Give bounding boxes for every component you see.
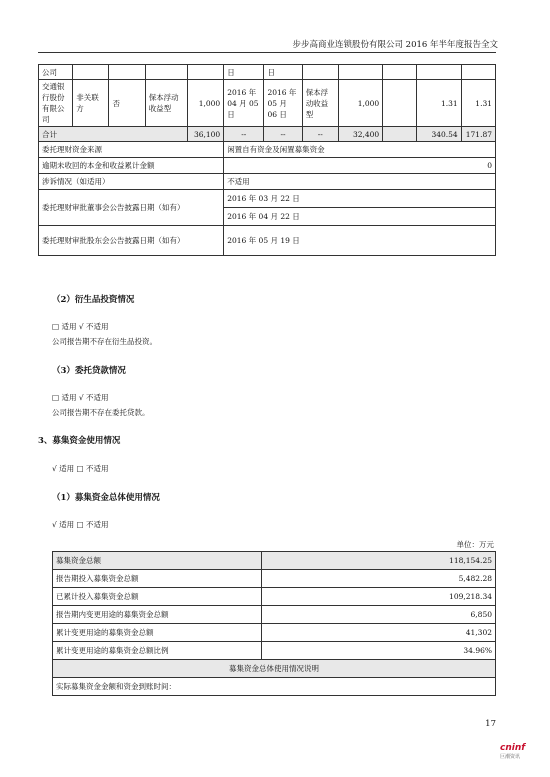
table-cell: 1,000 [187,80,223,127]
table-cell: 委托理财审批董事会公告披露日期（如有） [39,190,224,226]
table-cell: 公司 [39,65,73,80]
table-cell [383,65,417,80]
section-title-loans: （3）委托贷款情况 [52,366,126,376]
table-row [39,142,496,158]
table-cell [383,127,417,142]
table-cell: 否 [109,80,145,127]
table-cell: 募集资金总额 [53,552,262,570]
table-cell: 2016 年 05 月 19 日 [224,226,496,256]
table-cell [187,65,223,80]
table-cell: 6,850 [262,606,496,624]
table-cell: 累计变更用途的募集资金总额比例 [53,642,262,660]
table-cell: -- [224,127,264,142]
table-cell: 32,400 [338,127,382,142]
header-rule [38,52,496,53]
table-cell: 不适用 [224,174,496,190]
table-row [53,606,496,624]
section-title-funds: 3、募集资金使用情况 [38,436,121,446]
table-cell: 日 [224,65,264,80]
table-cell: 118,154.25 [262,552,496,570]
logo-text: cninf [500,743,526,753]
table-cell: 保本浮动收益型 [302,80,338,127]
table-cell: 0 [224,158,496,174]
applicability-choice: □ 适用 √ 不适用 [52,393,109,402]
table-cell: 委托理财资金来源 [39,142,224,158]
section-text: 公司报告期不存在衍生品投资。 [52,337,157,346]
table-cell: 340.54 [417,127,461,142]
table-row [39,65,496,80]
table-cell: 委托理财审批股东会公告披露日期（如有） [39,226,224,256]
table-cell: -- [302,127,338,142]
table-cell: 2016 年 03 月 22 日 [224,190,496,208]
table-row [53,642,496,660]
table-cell: 36,100 [187,127,223,142]
table-cell: 报告期内变更用途的募集资金总额 [53,606,262,624]
table-cell: -- [264,127,302,142]
table-cell [338,65,382,80]
table-cell: 交通银行股份有限公司 [39,80,73,127]
table-cell: 逾期未收回的本金和收益累计金额 [39,158,224,174]
table-row-header [53,660,496,678]
applicability-choice: √ 适用 □ 不适用 [52,464,109,473]
page-number: 17 [485,719,496,729]
applicability-choice: √ 适用 □ 不适用 [52,520,109,529]
table-cell [461,65,495,80]
table-cell: 闲置自有资金及闲置募集资金 [224,142,496,158]
table-cell: 累计变更用途的募集资金总额 [53,624,262,642]
table-cell [383,80,417,127]
cninfo-logo [500,743,534,763]
table-cell: 34.96% [262,642,496,660]
table-cell: 1,000 [338,80,382,127]
table-cell [109,65,145,80]
table-cell: 涉诉情况（如适用） [39,174,224,190]
table-row [53,678,496,696]
table-cell: 非关联方 [73,80,109,127]
raised-funds-table [52,551,496,696]
table-cell [302,65,338,80]
table-row [53,588,496,606]
table-row-total [39,127,496,142]
table-row [39,174,496,190]
section-title-derivatives: （2）衍生品投资情况 [52,295,135,305]
table-cell: 5,482.28 [262,570,496,588]
table-cell: 合计 [39,127,188,142]
table-cell [73,65,109,80]
table-row [39,226,496,256]
table-cell [145,65,187,80]
table-cell: 109,218.34 [262,588,496,606]
table-cell: 募集资金总体使用情况说明 [53,660,496,678]
table-cell: 1.31 [417,80,461,127]
section-title-overall: （1）募集资金总体使用情况 [52,493,160,503]
table-cell: 2016 年 04 月 22 日 [224,208,496,226]
table-cell: 已累计投入募集资金总额 [53,588,262,606]
table-cell: 171.87 [461,127,495,142]
table-cell [417,65,461,80]
table-cell: 实际募集资金金额和资金到账时间： [53,678,496,696]
unit-label: 单位：万元 [456,540,494,549]
table-cell: 1.31 [461,80,495,127]
table-row [53,624,496,642]
table-cell: 保本浮动收益型 [145,80,187,127]
table-cell: 2016 年 05 月 06 日 [264,80,302,127]
table-row [39,158,496,174]
table-cell: 2016 年 04 月 05 日 [224,80,264,127]
page-header: 步步高商业连锁股份有限公司 2016 年半年度报告全文 [292,40,498,50]
table-row [53,570,496,588]
table-cell: 41,302 [262,624,496,642]
wealth-management-table [38,64,496,256]
table-row [39,190,496,208]
table-row [39,80,496,127]
table-cell: 报告期投入募集资金总额 [53,570,262,588]
table-row [53,552,496,570]
section-text: 公司报告期不存在委托贷款。 [52,408,150,417]
logo-subtext: 巨潮资讯 [500,754,521,760]
applicability-choice: □ 适用 √ 不适用 [52,322,109,331]
table-cell: 日 [264,65,302,80]
